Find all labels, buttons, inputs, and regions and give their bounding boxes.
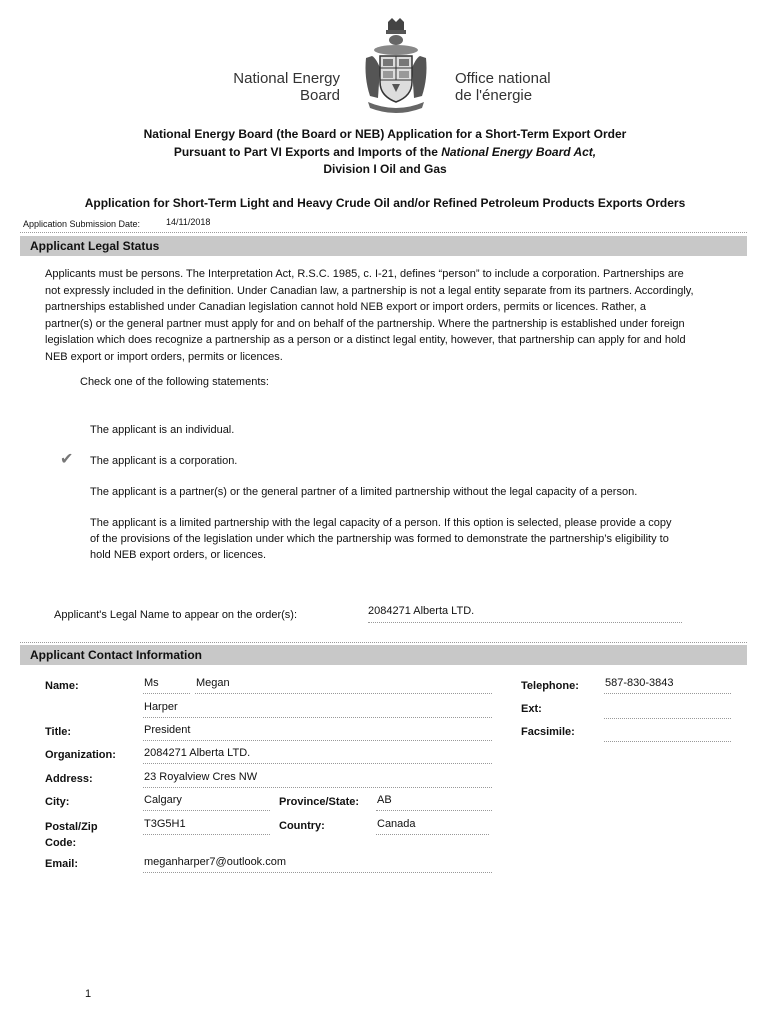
country-field[interactable]: Canada [376, 818, 489, 835]
telephone-field[interactable]: 587-830-3843 [604, 677, 731, 694]
coat-of-arms-icon [362, 18, 430, 116]
address-label: Address: [45, 773, 93, 785]
title-field[interactable]: President [143, 724, 492, 741]
name-label: Name: [45, 680, 79, 692]
ext-field[interactable] [604, 702, 731, 719]
checkmark-icon: ✔ [60, 451, 74, 468]
address-field[interactable]: 23 Royalview Cres NW [143, 771, 492, 788]
section-header-legal-status [20, 236, 747, 256]
divider [20, 232, 747, 233]
option-individual[interactable]: The applicant is an individual. [90, 424, 235, 436]
organization-field[interactable]: 2084271 Alberta LTD. [143, 747, 492, 764]
option-limited-partnership[interactable]: The applicant is a limited partnership with the legal capacity of a person. If this option is selected, please provide a copy of the provisions of the legislation under which the partnership was formed to demonstrate the partnership’s eligibility to hold NEB export orders, or licences. [90, 517, 672, 561]
section-heading: Applicant Contact Information [30, 648, 202, 662]
first-name-field[interactable]: Megan [195, 677, 492, 694]
postal-label-line2: Code: [45, 837, 77, 849]
city-label: City: [45, 796, 70, 808]
option-partner[interactable]: The applicant is a partner(s) or the general partner of a limited partnership without the legal capacity of a person. [90, 486, 638, 498]
section-heading: Applicant Legal Status [30, 239, 160, 253]
facsimile-field[interactable] [604, 725, 731, 742]
legal-name-label: Applicant's Legal Name to appear on the order(s): [54, 609, 298, 621]
ext-label: Ext: [521, 703, 542, 715]
org-en-line2: Board [299, 87, 340, 104]
title-line2 [0, 144, 770, 162]
legal-name-field[interactable]: 2084271 Alberta LTD. [368, 605, 682, 623]
check-prompt: Check one of the following statements: [80, 376, 269, 388]
page-number: 1 [85, 988, 92, 1000]
section-header-contact [20, 645, 747, 665]
title-line1: National Energy Board (the Board or NEB) Application for a Short-Term Export Order [143, 127, 627, 141]
city-field[interactable]: Calgary [143, 794, 270, 811]
province-field[interactable]: AB [376, 794, 492, 811]
country-label: Country: [279, 820, 325, 832]
email-label: Email: [45, 858, 79, 870]
title-line3: Division I Oil and Gas [323, 162, 447, 176]
org-fr-line1: Office national [455, 70, 551, 87]
facsimile-label: Facsimile: [521, 726, 575, 738]
org-name-french [455, 70, 551, 104]
submission-date-value[interactable]: 14/11/2018 [166, 217, 211, 227]
last-name-field[interactable]: Harper [143, 701, 492, 718]
document-title [0, 126, 770, 179]
title-line2-act: National Energy Board Act, [441, 144, 597, 159]
organization-label: Organization: [45, 749, 116, 761]
province-label: Province/State: [279, 796, 360, 808]
postal-label-line1: Postal/Zip [45, 821, 98, 833]
postal-label [45, 819, 98, 851]
submission-date-label: Application Submission Date: [23, 219, 141, 229]
email-field[interactable]: meganharper7@outlook.com [143, 856, 492, 873]
title-label: Title: [45, 726, 72, 738]
org-en-line1: National Energy [233, 70, 340, 87]
title-line2-prefix: Pursuant to Part VI Exports and Imports of the [173, 144, 442, 159]
divider [20, 642, 747, 643]
salutation-field[interactable]: Ms [143, 677, 190, 694]
postal-field[interactable]: T3G5H1 [143, 818, 270, 835]
document-subtitle: Application for Short-Term Light and Heavy Crude Oil and/or Refined Petroleum Products Exports Orders [84, 196, 686, 210]
org-fr-line2: de l'énergie [455, 87, 533, 104]
org-name-english [0, 70, 340, 104]
option-corporation[interactable]: The applicant is a corporation. [90, 455, 238, 467]
telephone-label: Telephone: [521, 680, 579, 692]
legal-status-paragraph: Applicants must be persons. The Interpretation Act, R.S.C. 1985, c. I-21, defines “person” to include a corporation. Partnerships are not expressly included in the definition. Under Canadian law, a partnership is not a legal entity separate from its partners. Accordingly, partnerships established under Canadian legislation cannot hold NEB export or import orders, permits or licences. Rather, a partner(s) or the general partner must apply for and on behalf of the partnership. Where the partnership is established under foreign legislation which does recognize a partnership as a person or a distinct legal entity, however, that partnership can apply for and hold NEB export or import orders, permits or licences. [45, 268, 694, 363]
